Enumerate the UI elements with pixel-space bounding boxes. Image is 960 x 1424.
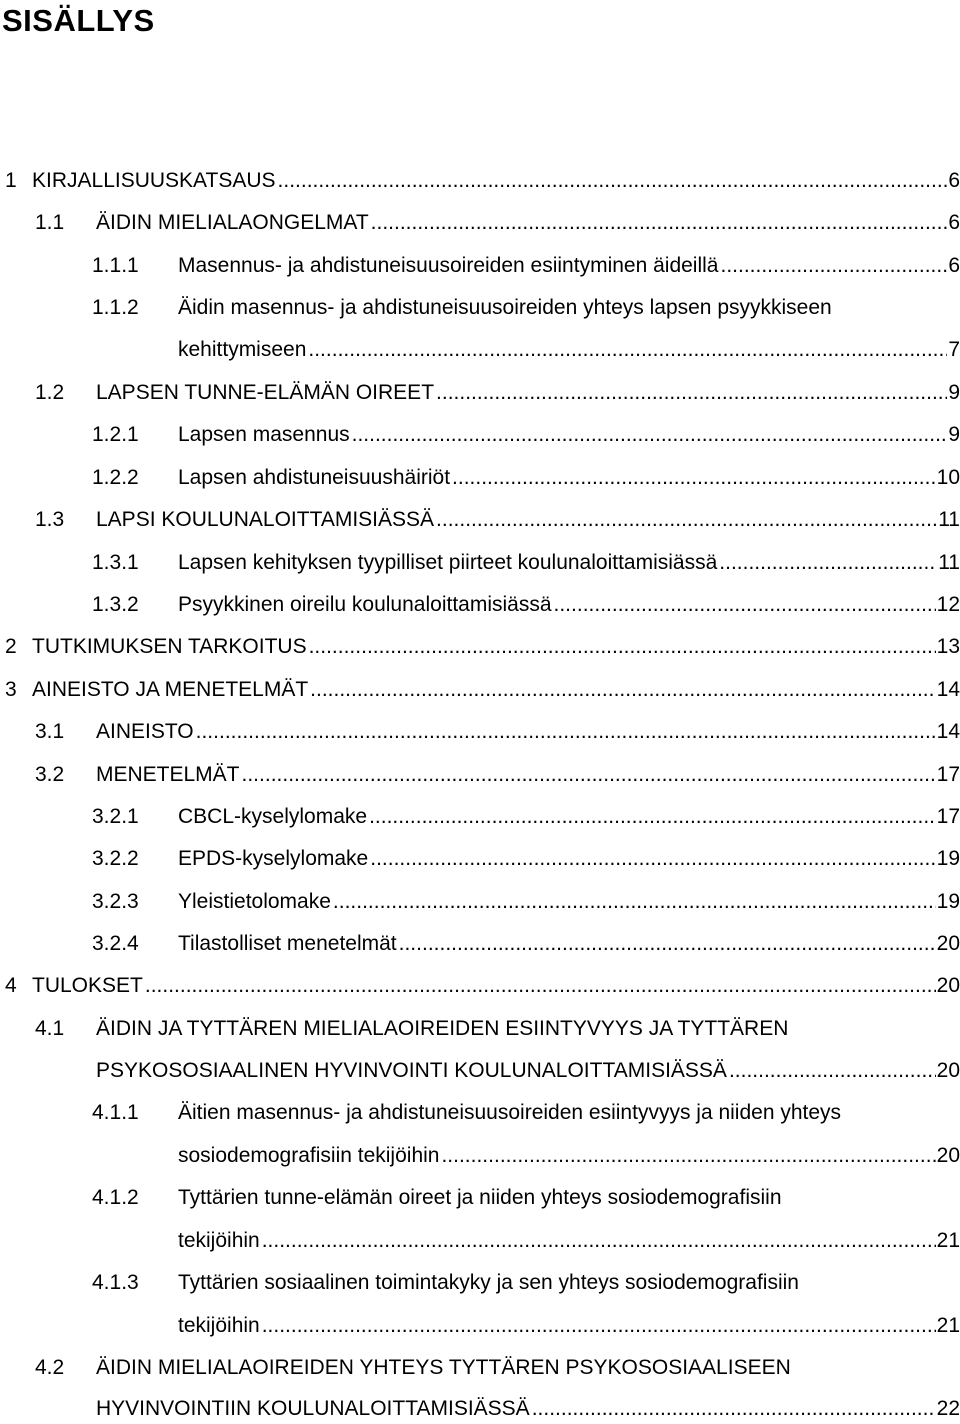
toc-entry-number: 4.2 <box>35 1356 65 1379</box>
dot-leader <box>436 505 937 535</box>
toc-page-number: 14 <box>936 720 960 743</box>
toc-entry-number: 1.1 <box>35 211 65 234</box>
dot-leader <box>729 1056 936 1086</box>
dot-leader <box>399 929 936 959</box>
dot-leader <box>262 1311 936 1341</box>
toc-entry[interactable] <box>178 1183 782 1213</box>
toc-entry-title: AINEISTO JA MENETELMÄT <box>32 678 309 701</box>
toc-entry-number: 1.1.1 <box>92 254 139 277</box>
toc-page-number: 19 <box>936 847 960 870</box>
toc-entry-title: Äitien masennus- ja ahdistuneisuusoireiden esiintyvyys ja niiden yhteys <box>178 1101 842 1124</box>
toc-entry-number: 3.2.3 <box>92 890 139 913</box>
dot-leader <box>278 166 948 196</box>
toc-entry[interactable] <box>96 1056 960 1086</box>
toc-entry-title: Lapsen ahdistuneisuushäiriöt <box>178 466 451 489</box>
toc-entry-number: 4.1.1 <box>92 1101 139 1124</box>
dot-leader <box>352 420 948 450</box>
toc-entry[interactable] <box>178 463 960 493</box>
toc-entry[interactable] <box>178 1098 841 1128</box>
toc-entry-title: Yleistietolomake <box>178 890 331 913</box>
toc-entry[interactable] <box>178 548 960 578</box>
toc-page-number: 9 <box>948 423 960 446</box>
toc-entry-number: 1.1.2 <box>92 296 139 319</box>
toc-entry[interactable] <box>32 632 960 662</box>
toc-entry-number: 3 <box>5 678 17 701</box>
toc-entry[interactable] <box>178 293 832 323</box>
dot-leader <box>369 802 936 832</box>
toc-entry[interactable] <box>32 166 960 196</box>
dot-leader <box>262 1226 936 1256</box>
toc-page-number: 11 <box>938 551 960 574</box>
toc-entry[interactable] <box>96 717 960 747</box>
toc-entry[interactable] <box>178 844 960 874</box>
toc-entry-title: AINEISTO <box>96 720 194 743</box>
toc-entry-number: 2 <box>5 635 17 658</box>
toc-entry-number: 1.2.1 <box>92 423 139 446</box>
dot-leader <box>196 717 936 747</box>
toc-page-number: 20 <box>936 974 960 997</box>
dot-leader <box>720 251 947 281</box>
toc-entry-title: Tilastolliset menetelmät <box>178 932 397 955</box>
toc-entry[interactable] <box>96 1353 791 1383</box>
toc-page-number: 19 <box>936 890 960 913</box>
toc-entry[interactable] <box>178 420 960 450</box>
toc-entry-title: tekijöihin <box>178 1229 260 1252</box>
toc-page-number: 13 <box>936 635 960 658</box>
toc-page-number: 20 <box>936 1144 960 1167</box>
toc-entry-title: HYVINVOINTIIN KOULUNALOITTAMISIÄSSÄ <box>96 1397 530 1420</box>
toc-entry-title: Lapsen masennus <box>178 423 350 446</box>
toc-page-number: 12 <box>936 593 960 616</box>
toc-entry-title: Äidin masennus- ja ahdistuneisuusoireiden yhteys lapsen psyykkiseen <box>178 296 832 319</box>
dot-leader <box>436 378 947 408</box>
dot-leader <box>719 548 937 578</box>
toc-page-number: 21 <box>936 1314 960 1337</box>
dot-leader <box>242 760 936 790</box>
toc-entry-title: Lapsen kehityksen tyypilliset piirteet koulunaloittamisiässä <box>178 551 718 574</box>
dot-leader <box>452 463 936 493</box>
toc-entry[interactable] <box>178 251 960 281</box>
toc-entry-number: 3.2.2 <box>92 847 139 870</box>
toc-entry[interactable] <box>178 929 960 959</box>
toc-entry-number: 1.2 <box>35 381 65 404</box>
toc-page-number: 14 <box>936 678 960 701</box>
toc-entry-number: 4.1 <box>35 1017 65 1040</box>
toc-entry[interactable] <box>178 1268 799 1298</box>
toc-entry-title: tekijöihin <box>178 1314 260 1337</box>
toc-entry-title: PSYKOSOSIAALINEN HYVINVOINTI KOULUNALOITTAMISIÄSSÄ <box>96 1059 727 1082</box>
toc-page-number: 10 <box>936 466 960 489</box>
toc-page-number: 17 <box>936 763 960 786</box>
toc-entry-title: KIRJALLISUUSKATSAUS <box>32 169 276 192</box>
toc-entry-number: 4 <box>5 974 17 997</box>
toc-entry-number: 3.1 <box>35 720 65 743</box>
toc-entry-title: ÄIDIN MIELIALAOIREIDEN YHTEYS TYTTÄREN PSYKOSOSIAALISEEN <box>96 1356 791 1379</box>
toc-page-number: 7 <box>948 338 960 361</box>
toc-entry[interactable] <box>178 1311 960 1341</box>
toc-entry-number: 4.1.3 <box>92 1271 139 1294</box>
toc-entry-title: kehittymiseen <box>178 338 307 361</box>
dot-leader <box>145 971 936 1001</box>
toc-entry[interactable] <box>178 1141 960 1171</box>
toc-entry[interactable] <box>96 1014 788 1044</box>
toc-entry-number: 3.2.4 <box>92 932 139 955</box>
dot-leader <box>308 335 947 365</box>
toc-entry-number: 4.1.2 <box>92 1186 139 1209</box>
toc-entry-number: 1 <box>5 169 17 192</box>
toc-entry-title: Tyttärien sosiaalinen toimintakyky ja sen yhteys sosiodemografisiin <box>178 1271 799 1294</box>
toc-entry[interactable] <box>178 335 960 365</box>
toc-entry-title: Tyttärien tunne-elämän oireet ja niiden yhteys sosiodemografisiin <box>178 1186 782 1209</box>
toc-entry[interactable] <box>32 675 960 705</box>
toc-entry-title: ÄIDIN JA TYTTÄREN MIELIALAOIREIDEN ESIINTYVYYS JA TYTTÄREN <box>96 1017 789 1040</box>
toc-page-number: 17 <box>936 805 960 828</box>
toc-entry[interactable] <box>32 971 960 1001</box>
toc-entry-title: LAPSI KOULUNALOITTAMISIÄSSÄ <box>96 508 435 531</box>
toc-entry-number: 1.2.2 <box>92 466 139 489</box>
toc-entry-title: TUTKIMUKSEN TARKOITUS <box>32 635 307 658</box>
toc-entry-title: LAPSEN TUNNE-ELÄMÄN OIREET <box>96 381 435 404</box>
toc-page-number: 20 <box>936 932 960 955</box>
page-title: SISÄLLYS <box>2 3 155 38</box>
toc-entry-title: TULOKSET <box>32 974 143 997</box>
toc-entry-title: CBCL-kyselylomake <box>178 805 368 828</box>
toc-entry[interactable] <box>178 590 960 620</box>
dot-leader <box>441 1141 935 1171</box>
dot-leader <box>309 632 936 662</box>
toc-entry[interactable] <box>178 802 960 832</box>
toc-page-number: 9 <box>948 381 960 404</box>
toc-entry[interactable] <box>96 208 960 238</box>
toc-page-number: 22 <box>936 1397 960 1420</box>
toc-entry-title: MENETELMÄT <box>96 763 240 786</box>
toc-entry-number: 1.3.2 <box>92 593 139 616</box>
toc-page-number: 11 <box>938 508 960 531</box>
toc-entry-number: 3.2.1 <box>92 805 139 828</box>
toc-entry-title: ÄIDIN MIELIALAONGELMAT <box>96 211 369 234</box>
toc-entry-title: sosiodemografisiin tekijöihin <box>178 1144 440 1167</box>
toc-entry-number: 1.3 <box>35 508 65 531</box>
dot-leader <box>370 844 935 874</box>
toc-page-number: 20 <box>936 1059 960 1082</box>
toc-entry[interactable] <box>96 505 960 535</box>
toc-entry-title: EPDS-kyselylomake <box>178 847 369 870</box>
toc-entry[interactable] <box>178 1226 960 1256</box>
toc-entry[interactable] <box>96 378 960 408</box>
toc-entry[interactable] <box>96 760 960 790</box>
toc-page-number: 6 <box>948 211 960 234</box>
dot-leader <box>371 208 948 238</box>
toc-entry-title: Masennus- ja ahdistuneisuusoireiden esiintyminen äideillä <box>178 254 719 277</box>
toc-page-number: 6 <box>948 254 960 277</box>
toc-page-number: 21 <box>936 1229 960 1252</box>
dot-leader <box>333 887 936 917</box>
toc-page-number: 6 <box>948 169 960 192</box>
toc-entry-title: Psyykkinen oireilu koulunaloittamisiässä <box>178 593 552 616</box>
dot-leader <box>554 590 936 620</box>
toc-entry[interactable] <box>178 887 960 917</box>
toc-entry-number: 3.2 <box>35 763 65 786</box>
dot-leader <box>310 675 935 705</box>
toc-entry-number: 1.3.1 <box>92 551 139 574</box>
